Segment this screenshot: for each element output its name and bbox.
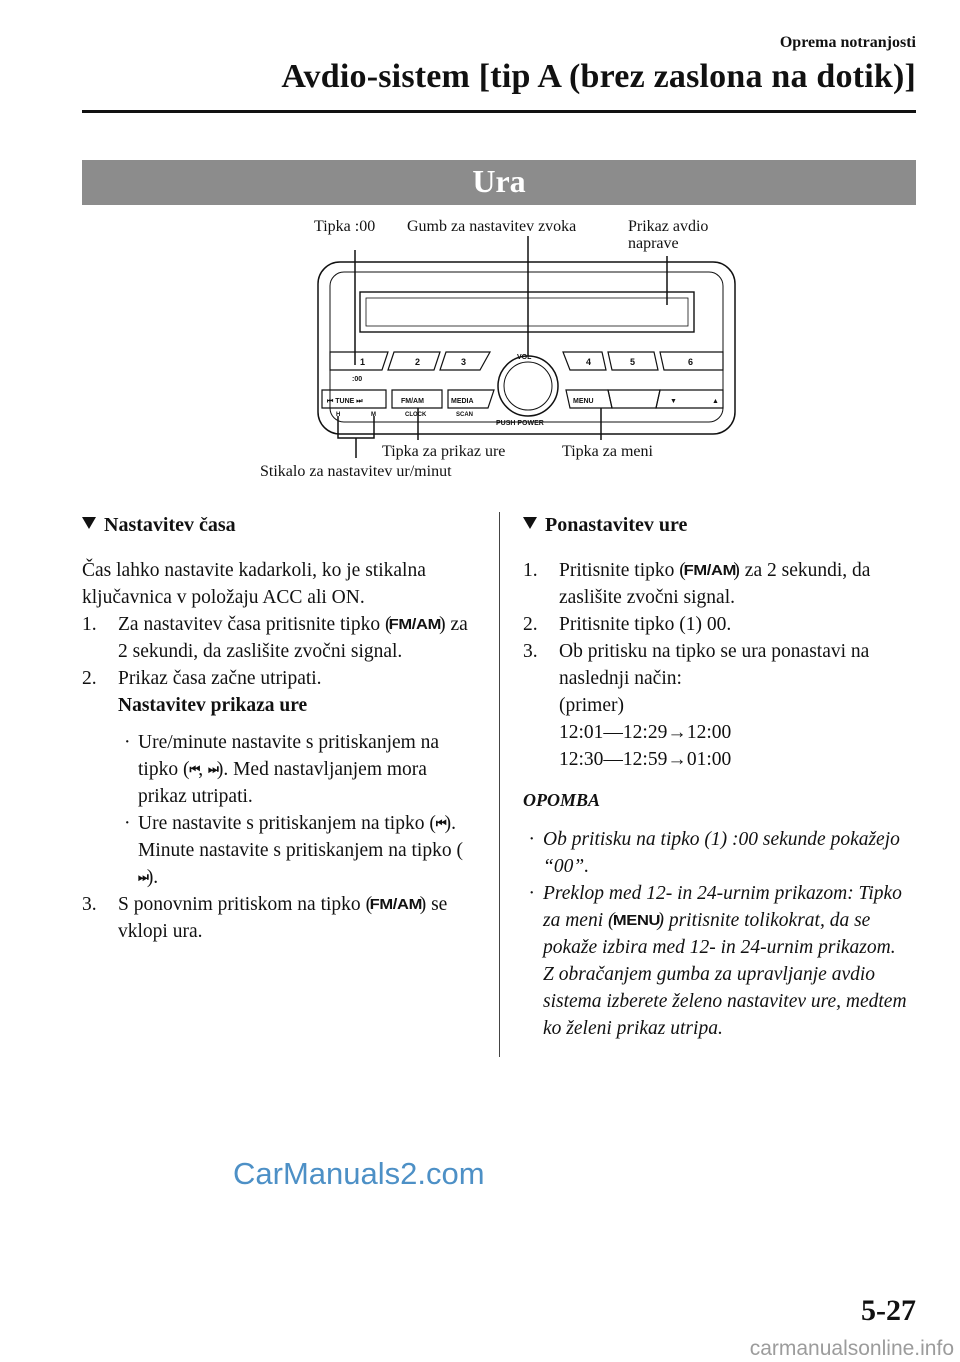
page-number: 5-27 <box>861 1294 916 1327</box>
left-column <box>82 512 470 945</box>
footer-banner <box>260 1336 960 1362</box>
callout-hour-minute-switch: Stikalo za nastavitev ur/minut <box>260 463 452 480</box>
watermark: CarManuals2.com <box>233 1156 485 1191</box>
left-heading: Nastavitev časa <box>82 512 470 539</box>
panel-push-power-label: PUSH POWER <box>496 420 544 427</box>
note-bullet-1: · Ob pritisku na tipko (1) :00 sekunde pokažejo “00”. <box>529 829 900 877</box>
header-section: Oprema notranjosti <box>779 34 916 51</box>
triangle-marker-icon <box>523 517 537 529</box>
right-column <box>523 512 907 1042</box>
menu-key-icon: MENU <box>612 912 660 929</box>
panel-key-5: 5 <box>630 357 636 367</box>
example-label: (primer) <box>559 695 624 716</box>
example-line-2: 12:30―12:59→01:00 <box>559 749 732 770</box>
column-divider <box>499 512 500 1057</box>
left-step-2: 2. Prikaz časa začne utripati. Nastavitev prikaza ure <box>82 668 322 716</box>
left-bullet-2: · Ure nastavite s pritiskanjem na tipko (⏮). Minute nastavite s pritiskanjem na tipko (⏭). <box>118 810 470 891</box>
prev-track-icon: ⏮ <box>435 816 445 830</box>
right-step-1: 1. Pritisnite tipko (FM/AM) za 2 sekundi, da zaslišite zvočni signal. <box>523 557 907 611</box>
panel-key-2: 2 <box>415 357 421 367</box>
footer-link[interactable]: carmanualsonline.info <box>749 1337 954 1360</box>
callout-display-2: naprave <box>628 235 679 252</box>
fm-am-key-icon: FM/AM <box>369 896 423 913</box>
callout-display-1: Prikaz avdio <box>628 218 709 235</box>
panel-menu-label: MENU <box>573 398 594 405</box>
panel-key-3: 3 <box>461 357 467 367</box>
panel-h-label: H <box>336 412 341 418</box>
left-step-3: 3. S ponovnim pritiskom na tipko (FM/AM) se vklopi ura. <box>82 891 470 945</box>
right-step-3: 3. Ob pritisku na tipko se ura ponastavi na naslednji način: (primer) 12:01―12:29→12:00 12:30―12:59→01:00 <box>523 641 870 770</box>
note-title: OPOMBA <box>523 790 601 810</box>
panel-tune-label: ⏮ TUNE ⏭ <box>327 398 363 405</box>
audio-panel-figure <box>0 0 960 560</box>
panel-media-label: MEDIA <box>451 398 474 405</box>
panel-zero-label: :00 <box>352 376 363 383</box>
section-title: Ura <box>472 163 526 199</box>
next-track-icon: ⏭ <box>208 762 217 776</box>
example-line-1: 12:01―12:29→12:00 <box>559 722 732 743</box>
left-step-1: 1. Za nastavitev časa pritisnite tipko (FM/AM) za 2 sekundi, da zaslišite zvočni signal. <box>82 611 470 665</box>
next-track-icon: ⏭ <box>138 870 147 884</box>
panel-scan-label: SCAN <box>456 412 474 418</box>
fm-am-key-icon: FM/AM <box>683 562 736 579</box>
triangle-marker-icon <box>82 517 96 529</box>
left-bullet-1: · Ure/minute nastavite s pritiskanjem na tipko (⏮, ⏭). Med nastavljanjem mora prikaz utripati. <box>124 732 440 807</box>
callout-volume-knob: Gumb za nastavitev zvoka <box>407 218 577 235</box>
left-subheading: Nastavitev prikaza ure <box>118 695 308 716</box>
prev-track-icon: ⏮ <box>189 762 199 776</box>
volume-knob <box>498 356 558 416</box>
right-heading: Ponastavitev ure <box>523 512 907 539</box>
fm-am-key-icon: FM/AM <box>389 616 442 633</box>
callout-clock-button: Tipka za prikaz ure <box>382 443 506 460</box>
panel-m-label: M <box>371 412 376 418</box>
callout-tipka-00: Tipka :00 <box>314 218 376 235</box>
panel-vol-label: VOL <box>517 354 532 361</box>
panel-up-label: ▲ <box>712 398 719 405</box>
panel-key-6: 6 <box>688 357 694 367</box>
left-intro: Čas lahko nastavite kadarkoli, ko je stikalna ključavnica v položaju ACC ali ON. <box>82 560 426 608</box>
callout-menu-button: Tipka za meni <box>562 443 653 460</box>
panel-clock-label: CLOCK <box>405 412 427 418</box>
note-bullet-2: · Preklop med 12- in 24-urnim prikazom: Tipko za meni (MENU) pritisnite tolikokrat, da se pokaže izbira med 12- in 24-urnim prikazom. Z obračanjem gumba za upravljanje avdio sistema izberete želeno nastavitev ure, medtem ko želeni prikaz utripa. <box>529 883 907 1039</box>
panel-fmam-label: FM/AM <box>401 398 424 405</box>
panel-down-label: ▼ <box>670 398 677 405</box>
panel-key-1: 1 <box>360 357 366 367</box>
right-step-2: 2. Pritisnite tipko (1) 00. <box>523 614 732 635</box>
panel-key-4: 4 <box>586 357 592 367</box>
page-title: Avdio-sistem [tip A (brez zaslona na dotik)] <box>281 58 916 95</box>
